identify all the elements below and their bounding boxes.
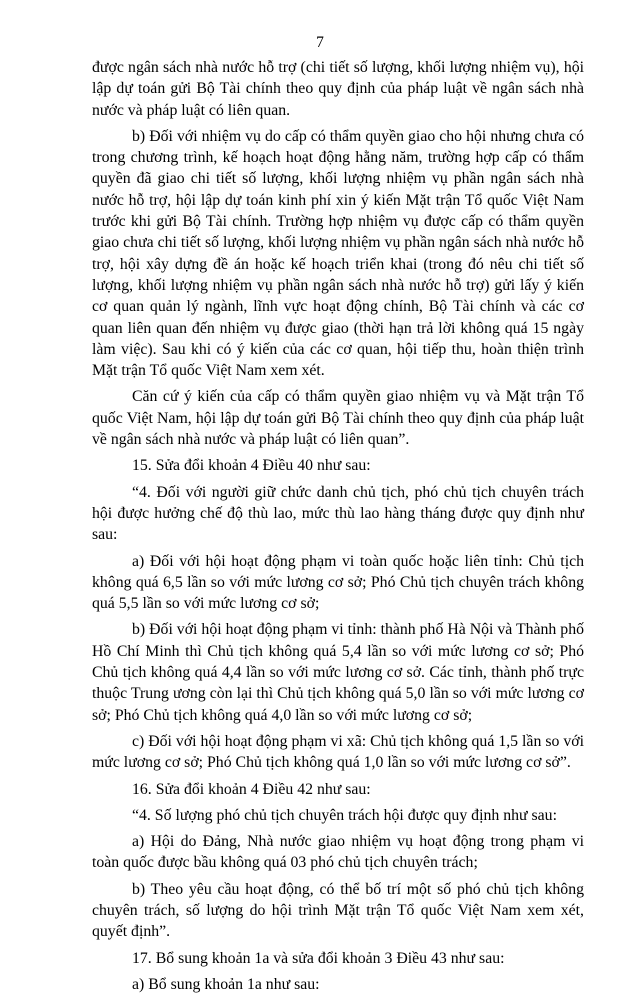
paragraph-supplement-1a: a) Bổ sung khoản 1a như sau: [132, 975, 320, 993]
paragraph-clause-4: “4. Đối với người giữ chức danh chủ tịch, phó chủ tịch chuyên trách hội được hưởng chế độ thù lao, mức thù lao hàng tháng được quy định như sau: [92, 483, 584, 544]
paragraph-clause-b: b) Đối với nhiệm vụ do cấp có thẩm quyền giao cho hội nhưng chưa có trong chương trình, kế hoạch hoạt động hằng năm, trường hợp cấp có thẩm quyền đã giao chi tiết số lượng, khối lượng nhiệm vụ phần ngân sách nhà nước hỗ trợ, hội lập dự toán kinh phí xin ý kiến Mặt trận Tổ quốc Việt Nam trước khi gửi Bộ Tài chính. Trường hợp nhiệm vụ được cấp có thẩm quyền giao chưa chi tiết số lượng, khối lượng nhiệm vụ phần ngân sách nhà nước hỗ trợ, hội xây dựng đề án hoặc kế hoạch triển khai (trong đó nêu chi tiết số lượng, khối lượng nhiệm vụ phần ngân sách nhà nước hỗ trợ) gửi lấy ý kiến cơ quan quản lý ngành, lĩnh vực hoạt động chính, Bộ Tài chính và các cơ quan liên quan đến nhiệm vụ được giao (thời hạn trả lời không quá 15 ngày làm việc). Sau khi có ý kiến của các cơ quan, hội tiếp thu, hoàn thiện trình Mặt trận Tổ quốc Việt Nam xem xét. [92, 127, 584, 380]
paragraph-clause-4c: c) Đối với hội hoạt động phạm vi xã: Chủ tịch không quá 1,5 lần so với mức lương cơ sở; Phó Chủ tịch không quá 1,0 lần so với mức lương cơ sở”. [92, 732, 584, 772]
page-number: 7 [316, 34, 324, 51]
paragraph-amendment-17: 17. Bổ sung khoản 1a và sửa đổi khoản 3 Điều 43 như sau: [132, 949, 505, 967]
paragraph-amendment-16: 16. Sửa đổi khoản 4 Điều 42 như sau: [132, 780, 371, 798]
paragraph-continuation: được ngân sách nhà nước hỗ trợ (chi tiết số lượng, khối lượng nhiệm vụ), hội lập dự toán gửi Bộ Tài chính theo quy định của pháp luật về ngân sách nhà nước và pháp luật có liên quan. [92, 59, 584, 119]
paragraph-vice-chair-a: a) Hội do Đảng, Nhà nước giao nhiệm vụ hoạt động trong phạm vi toàn quốc được bầu không quá 03 phó chủ tịch chuyên trách; [92, 833, 584, 872]
paragraph-clause-4a: a) Đối với hội hoạt động phạm vi toàn quốc hoặc liên tỉnh: Chủ tịch không quá 6,5 lần so với mức lương cơ sở; Phó Chủ tịch chuyên trách không quá 5,5 lần so với mức lương cơ sở; [92, 552, 584, 613]
paragraph-vice-chair-b: b) Theo yêu cầu hoạt động, có thể bố trí một số phó chủ tịch không chuyên trách, số lượng do hội trình Mặt trận Tổ quốc Việt Nam xem xét, quyết định”. [92, 880, 584, 941]
paragraph-vice-chair-count: “4. Số lượng phó chủ tịch chuyên trách hội được quy định như sau: [132, 806, 557, 824]
paragraph-basis: Căn cứ ý kiến của cấp có thẩm quyền giao nhiệm vụ và Mặt trận Tổ quốc Việt Nam, hội lập dự toán gửi Bộ Tài chính theo quy định của pháp luật về ngân sách nhà nước và pháp luật có liên quan”. [92, 388, 584, 449]
document-body [92, 57, 584, 1000]
paragraph-amendment-15: 15. Sửa đổi khoản 4 Điều 40 như sau: [132, 457, 371, 475]
paragraph-clause-4b: b) Đối với hội hoạt động phạm vi tỉnh: thành phố Hà Nội và Thành phố Hồ Chí Minh thì Chủ tịch không quá 5,4 lần so với mức lương cơ sở; Phó Chủ tịch không quá 4,4 lần so với mức lương cơ sở. Các tỉnh, thành phố trực thuộc Trung ương còn lại thì Chủ tịch không quá 5,0 lần so với mức lương cơ sở; Phó Chủ tịch không quá 4,0 lần so với mức lương cơ sở; [92, 621, 584, 724]
